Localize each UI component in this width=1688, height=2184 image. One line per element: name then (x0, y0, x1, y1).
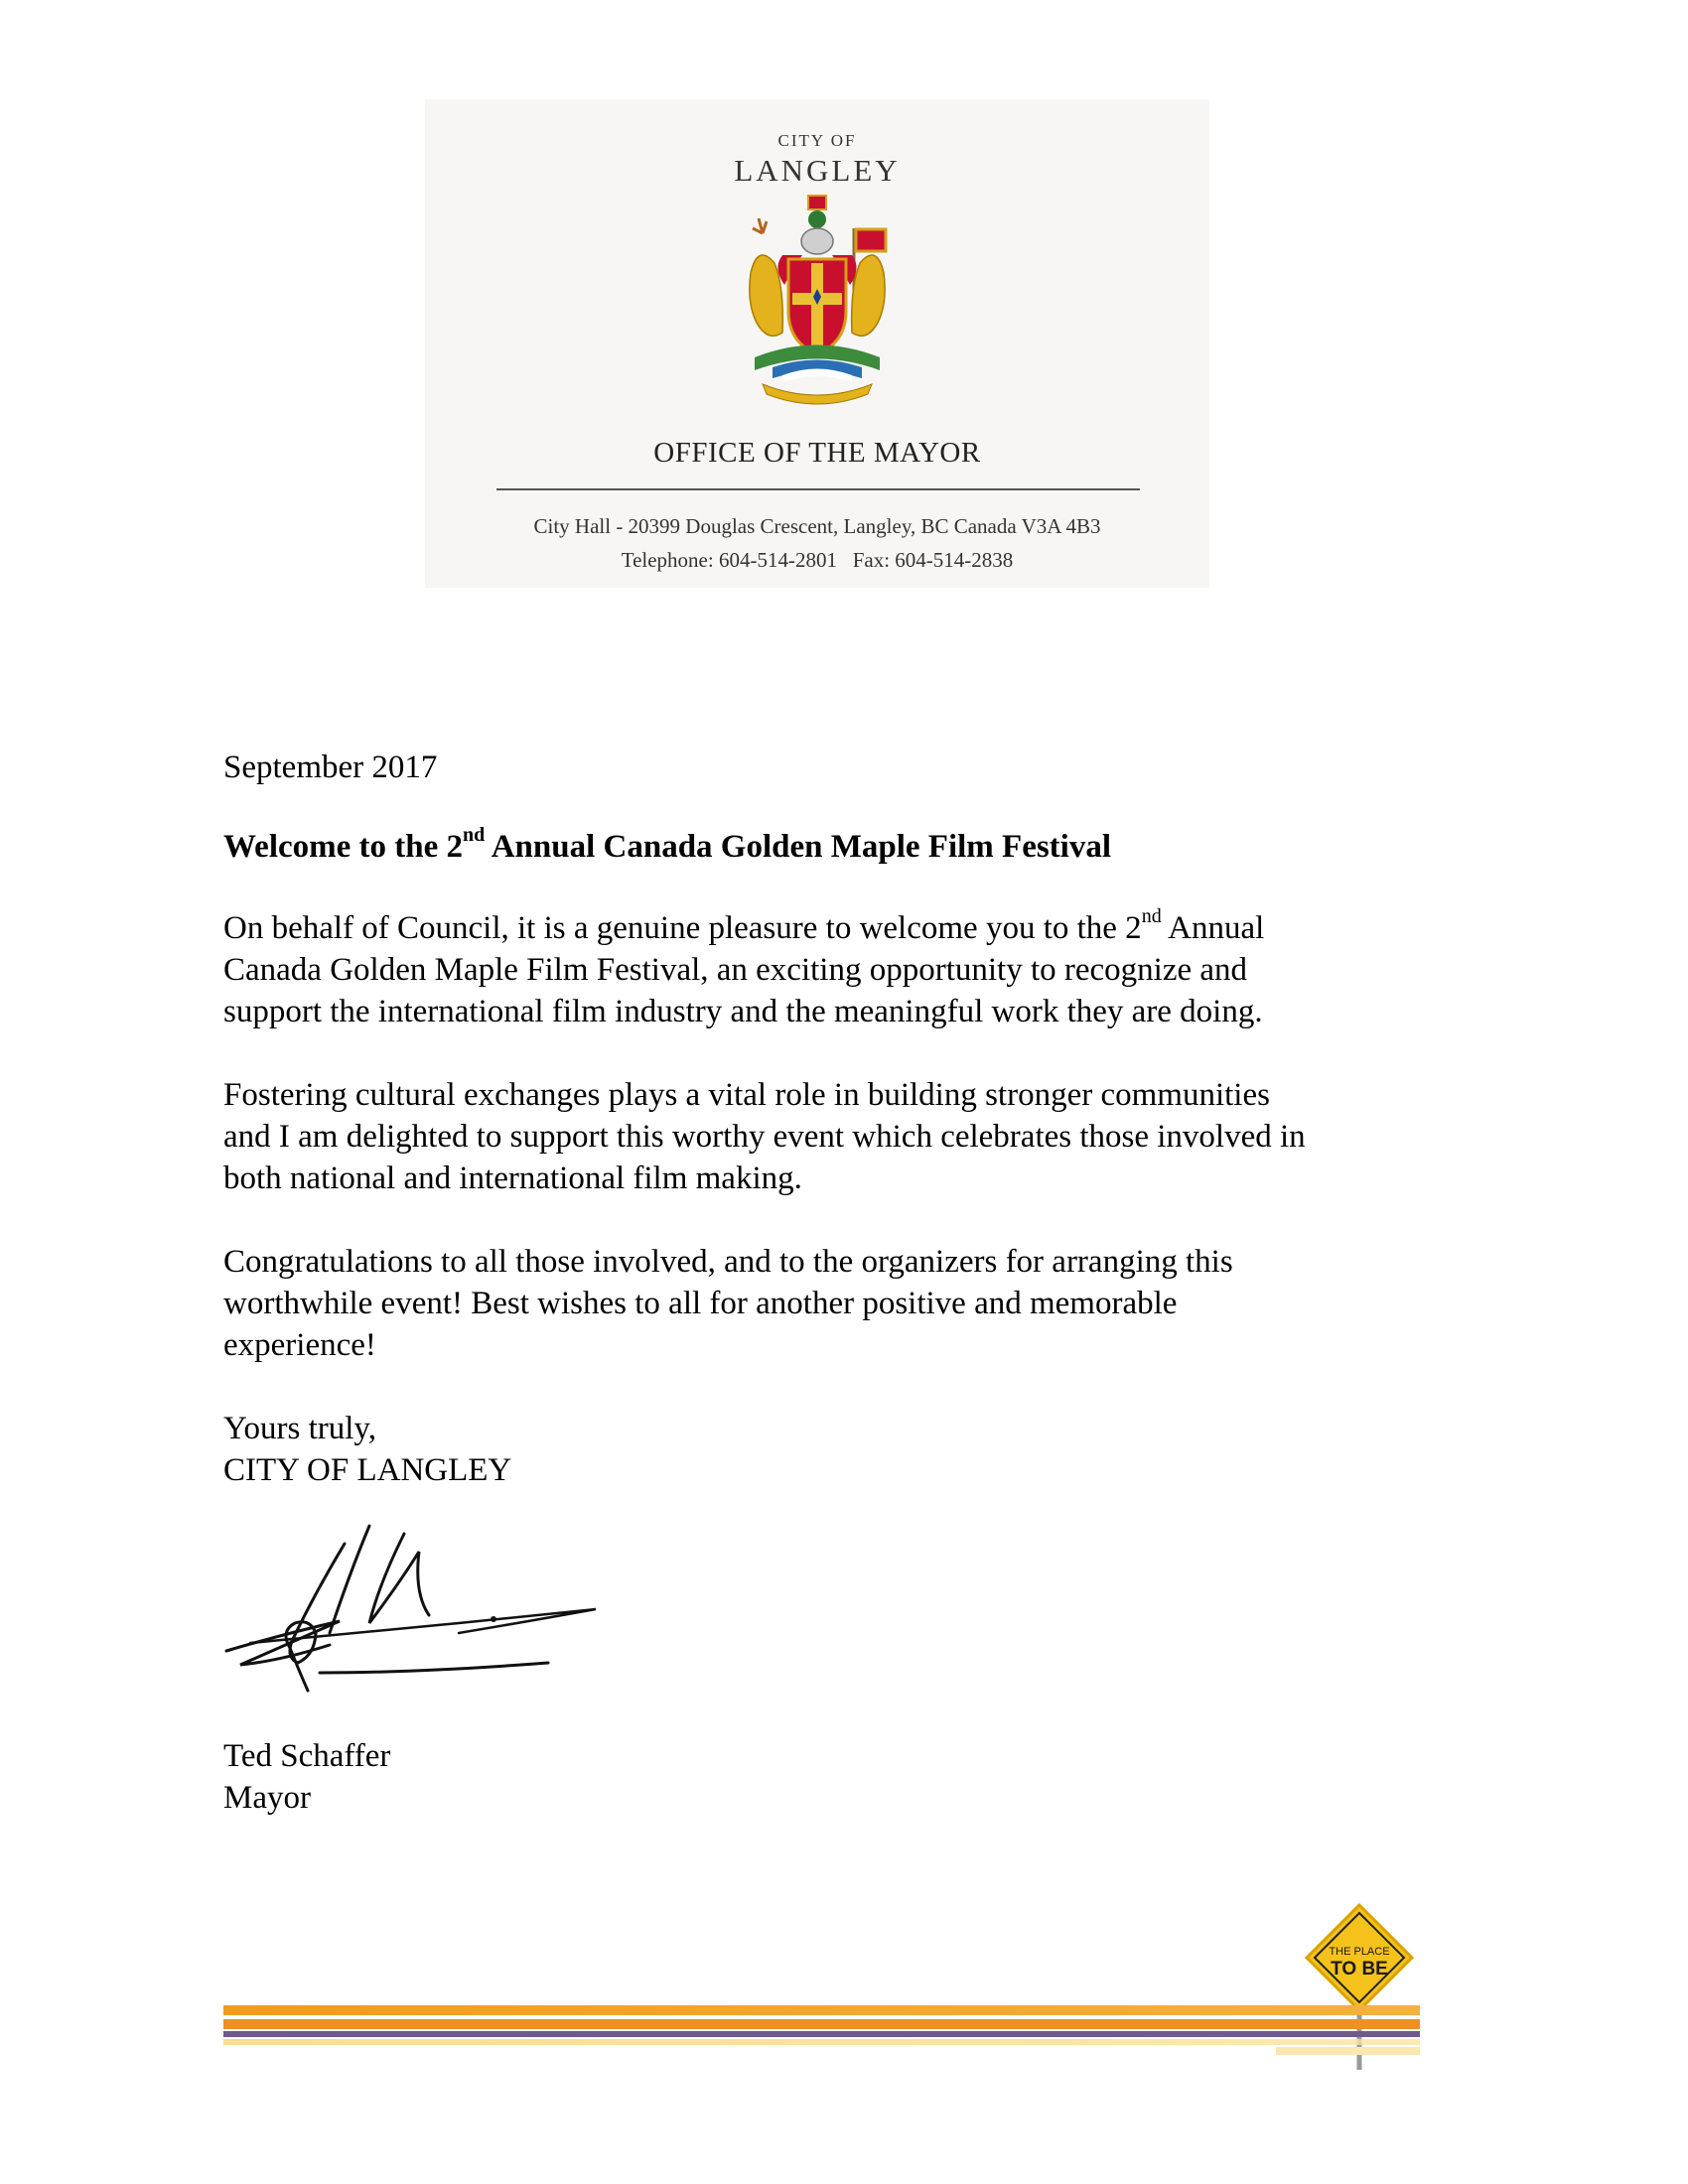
paragraph-3-line-2: worthwhile event! Best wishes to all for another positive and memorable (223, 1286, 1178, 1321)
p1-text-2: Annual (1161, 910, 1265, 946)
signer-block (223, 1735, 1455, 1819)
paragraph-2-line-2: and I am delighted to support this worthy event which celebrates those involved in (223, 1119, 1306, 1155)
signer-name: Ted Schaffer (223, 1738, 391, 1774)
p1-text-1: On behalf of Council, it is a genuine pleasure to welcome you to the 2 (223, 910, 1142, 946)
paragraph-3-line-3: experience! (223, 1327, 376, 1363)
letterhead-langley: LANGLEY (734, 153, 901, 188)
sign-text-line-1: THE PLACE (1329, 1946, 1390, 1958)
paragraph-1-line-1 (223, 907, 1455, 949)
paragraph-1-line-2: Canada Golden Maple Film Festival, an exciting opportunity to recognize and (223, 952, 1248, 988)
letter-heading (223, 826, 1455, 868)
heading-superscript: nd (463, 824, 486, 846)
paragraph-2-line-3: both national and international film making. (223, 1160, 802, 1196)
paragraph-2-line-1: Fostering cultural exchanges plays a vital role in building stronger communities (223, 1077, 1270, 1113)
letterhead-phone: Telephone: 604-514-2801 Fax: 604-514-2838 (621, 548, 1014, 572)
closing-block (223, 1408, 1455, 1491)
heading-text-2: Annual Canada Golden Maple Film Festival (485, 829, 1112, 865)
letter-date: September 2017 (223, 750, 438, 785)
letterhead-office-title: OFFICE OF THE MAYOR (653, 437, 981, 469)
paragraph-2 (223, 1074, 1455, 1199)
signer-title: Mayor (223, 1780, 311, 1816)
coat-of-arms-icon (733, 194, 902, 412)
p1-superscript: nd (1141, 905, 1162, 927)
letterhead (425, 99, 1209, 588)
letterhead-divider (496, 488, 1140, 490)
paragraph-1-line-3: support the international film industry and the meaningful work they are doing. (223, 994, 1263, 1029)
sign-text-line-2: TO BE (1331, 1959, 1388, 1979)
signature-icon (220, 1524, 608, 1698)
heading-text-1: Welcome to the 2 (223, 829, 464, 865)
paragraph-3 (223, 1241, 1455, 1366)
closing-salutation: Yours truly, (223, 1411, 377, 1446)
paragraph-1 (223, 907, 1455, 1032)
closing-organization: CITY OF LANGLEY (223, 1452, 512, 1488)
footer-stripes (223, 2005, 1420, 2075)
letterhead-address: City Hall - 20399 Douglas Crescent, Langley, BC Canada V3A 4B3 (533, 514, 1101, 538)
paragraph-3-line-1: Congratulations to all those involved, and to the organizers for arranging this (223, 1244, 1233, 1280)
letterhead-city-of: CITY OF (777, 131, 857, 150)
